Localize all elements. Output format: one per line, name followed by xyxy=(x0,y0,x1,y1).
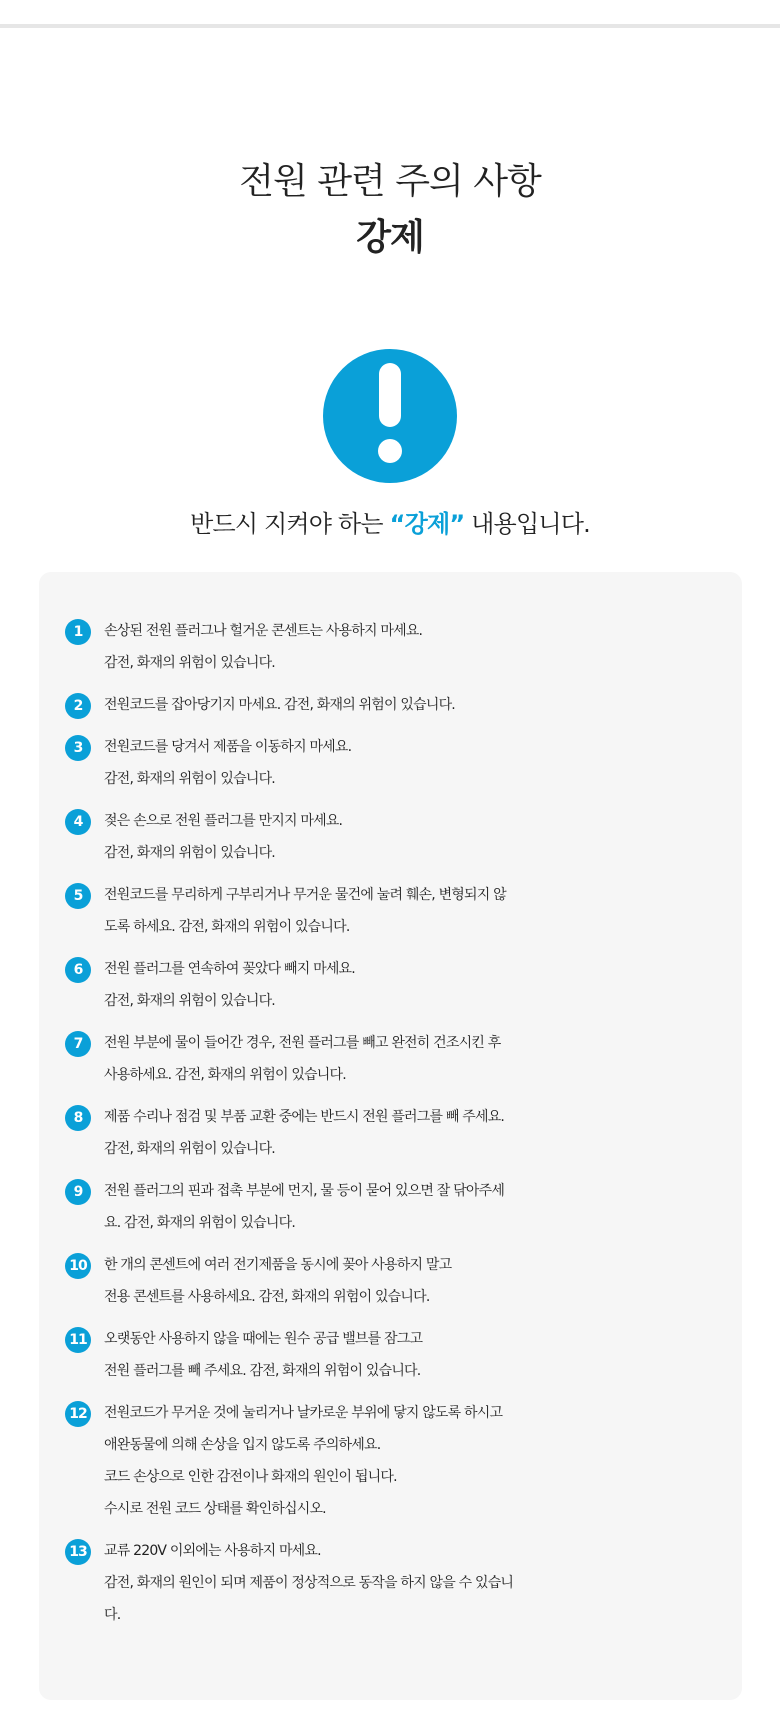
item-text-line: 전원코드를 잡아당기지 마세요. 감전, 화재의 위험이 있습니다. xyxy=(104,697,455,713)
item-number-badge: 9 xyxy=(65,1179,91,1205)
caution-item xyxy=(39,1027,742,1091)
item-text-line: 코드 손상으로 인한 감전이나 화재의 원인이 됩니다. xyxy=(104,1469,397,1485)
item-text-line: 감전, 화재의 위험이 있습니다. xyxy=(104,993,275,1009)
item-text-line: 오랫동안 사용하지 않을 때에는 원수 공급 밸브를 잠그고 xyxy=(104,1331,423,1347)
item-number-badge: 3 xyxy=(65,735,91,761)
item-text-line: 감전, 화재의 위험이 있습니다. xyxy=(104,1141,275,1157)
item-text-line: 감전, 화재의 위험이 있습니다. xyxy=(104,655,275,671)
caution-item xyxy=(39,1249,742,1313)
item-text-line: 감전, 화재의 위험이 있습니다. xyxy=(104,845,275,861)
caution-item xyxy=(39,1175,742,1239)
item-number-badge: 11 xyxy=(65,1327,91,1353)
item-number-badge: 13 xyxy=(65,1539,91,1565)
item-text-line: 전원 부분에 물이 들어간 경우, 전원 플러그를 빼고 완전히 건조시킨 후 xyxy=(104,1035,501,1051)
item-text-line: 전원 플러그를 연속하여 꽂았다 빼지 마세요. xyxy=(104,961,355,977)
notice-prefix: 반드시 지켜야 하는 xyxy=(190,510,390,538)
top-divider xyxy=(0,24,780,28)
caution-item xyxy=(39,615,742,679)
item-text-line: 감전, 화재의 원인이 되며 제품이 정상적으로 동작을 하지 않을 수 있습니 xyxy=(104,1575,514,1591)
item-number-badge: 6 xyxy=(65,957,91,983)
item-number-badge: 7 xyxy=(65,1031,91,1057)
item-text-line: 도록 하세요. 감전, 화재의 위험이 있습니다. xyxy=(104,919,350,935)
item-text-line: 제품 수리나 점검 및 부품 교환 중에는 반드시 전원 플러그를 빼 주세요. xyxy=(104,1109,505,1125)
notice-suffix: 내용입니다. xyxy=(464,510,590,538)
caution-list xyxy=(39,572,742,1631)
caution-item xyxy=(39,1397,742,1525)
item-text-line: 손상된 전원 플러그나 헐거운 콘센트는 사용하지 마세요. xyxy=(104,623,423,639)
caution-item xyxy=(39,953,742,1017)
page-subtitle: 강제 xyxy=(356,217,424,258)
item-text-line: 교류 220V 이외에는 사용하지 마세요. xyxy=(104,1543,321,1559)
item-text-line: 수시로 전원 코드 상태를 확인하십시오. xyxy=(104,1501,326,1517)
caution-item xyxy=(39,1535,742,1631)
item-number-badge: 1 xyxy=(65,619,91,645)
item-text-line: 사용하세요. 감전, 화재의 위험이 있습니다. xyxy=(104,1067,346,1083)
item-text-line: 전원 플러그를 빼 주세요. 감전, 화재의 위험이 있습니다. xyxy=(104,1363,421,1379)
caution-item xyxy=(39,805,742,869)
item-text-line: 애완동물에 의해 손상을 입지 않도록 주의하세요. xyxy=(104,1437,381,1453)
item-text-line: 감전, 화재의 위험이 있습니다. xyxy=(104,771,275,787)
item-text-line: 요. 감전, 화재의 위험이 있습니다. xyxy=(104,1215,295,1231)
item-number-badge: 5 xyxy=(65,883,91,909)
item-text-line: 전원코드가 무거운 것에 눌리거나 날카로운 부위에 닿지 않도록 하시고 xyxy=(104,1405,503,1421)
notice-emphasis: “강제” xyxy=(389,510,465,538)
item-text-line: 전원코드를 당겨서 제품을 이동하지 마세요. xyxy=(104,739,352,755)
caution-item xyxy=(39,1323,742,1387)
caution-list-panel xyxy=(39,572,742,1700)
caution-item xyxy=(39,879,742,943)
item-text-line: 전원 플러그의 핀과 접촉 부분에 먼지, 물 등이 묻어 있으면 잘 닦아주세 xyxy=(104,1183,505,1199)
caution-item xyxy=(39,689,742,721)
page-title: 전원 관련 주의 사항 xyxy=(239,161,541,202)
exclamation-icon xyxy=(323,349,457,483)
item-text-line: 다. xyxy=(104,1607,121,1623)
caution-item xyxy=(39,731,742,795)
item-number-badge: 10 xyxy=(65,1253,91,1279)
item-number-badge: 2 xyxy=(65,693,91,719)
item-number-badge: 8 xyxy=(65,1105,91,1131)
item-text-line: 전용 콘센트를 사용하세요. 감전, 화재의 위험이 있습니다. xyxy=(104,1289,430,1305)
item-number-badge: 4 xyxy=(65,809,91,835)
item-text-line: 한 개의 콘센트에 여러 전기제품을 동시에 꽂아 사용하지 말고 xyxy=(104,1257,452,1273)
item-text-line: 젖은 손으로 전원 플러그를 만지지 마세요. xyxy=(104,813,343,829)
item-number-badge: 12 xyxy=(65,1401,91,1427)
item-text-line: 전원코드를 무리하게 구부리거나 무거운 물건에 눌려 훼손, 변형되지 않 xyxy=(104,887,506,903)
mandatory-notice xyxy=(0,502,780,546)
caution-item xyxy=(39,1101,742,1165)
